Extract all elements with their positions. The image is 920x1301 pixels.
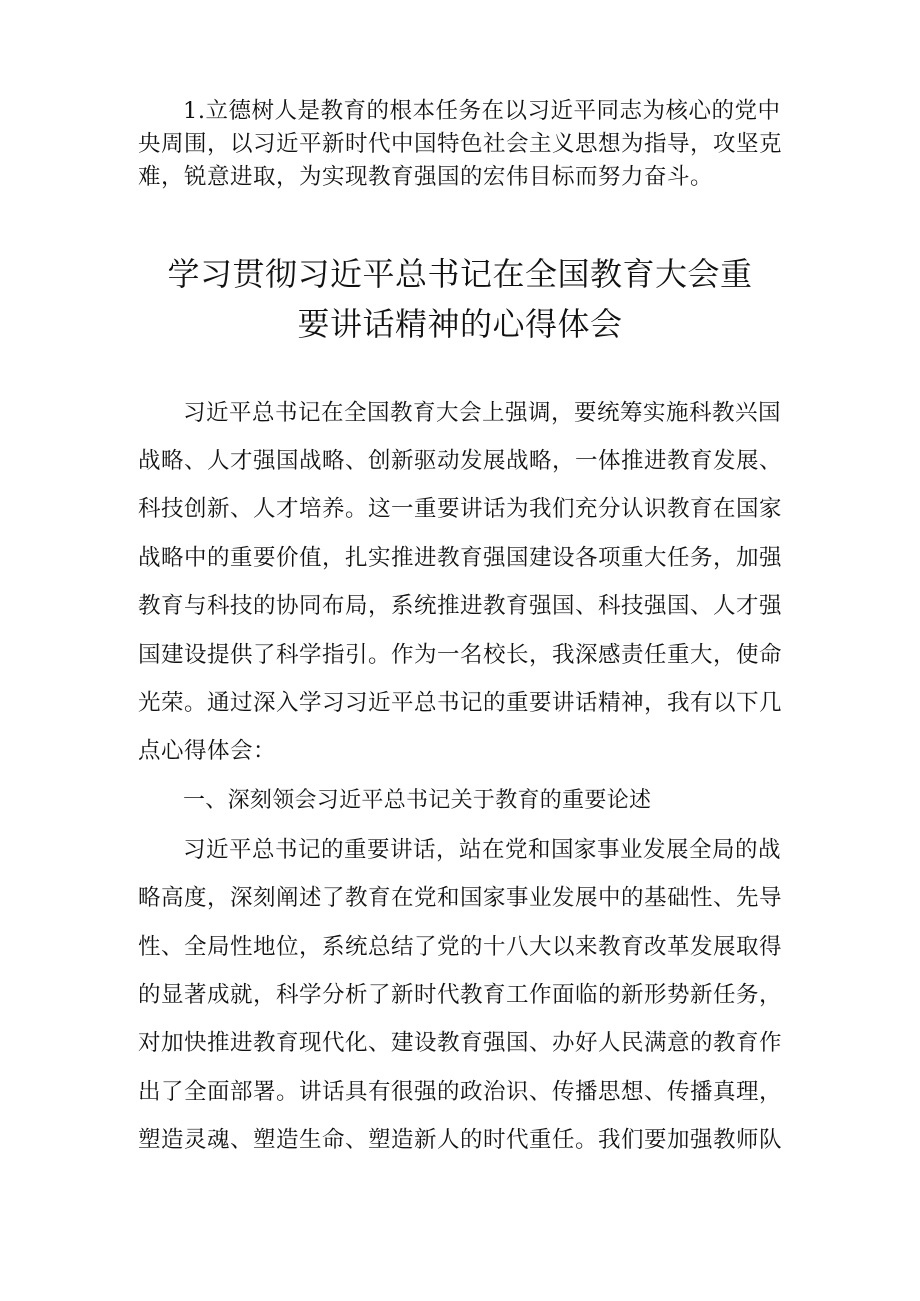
paragraph-1-line-3: 科技创新、人才培养。这一重要讲话为我们充分认识教育在国家 [138,496,783,522]
paragraph-1-line-6: 国建设提供了科学指引。作为一名校长，我深感责任重大，使命 [138,642,783,668]
paragraph-2-line-5: 对加快推进教育现代化、建设教育强国、办好人民满意的教育作 [138,1030,783,1056]
intro-line-3: 难，锐意进取，为实现教育强国的宏伟目标而努力奋斗。 [138,164,714,190]
paragraph-1-line-8: 点心得体会： [138,738,277,764]
section-1-heading: 一、深刻领会习近平总书记关于教育的重要论述 [183,788,652,813]
article-title-line-2: 要讲话精神的心得体会 [297,305,623,343]
paragraph-1-line-7: 光荣。通过深入学习习近平总书记的重要讲话精神，我有以下几 [138,690,783,716]
paragraph-1-line-2: 战略、人才强国战略、创新驱动发展战略，一体推进教育发展、 [138,448,783,474]
paragraph-2-line-3: 性、全局性地位，系统总结了党的十八大以来教育改革发展取得 [138,934,783,960]
paragraph-2-line-4: 的显著成就，科学分析了新时代教育工作面临的新形势新任务， [138,982,783,1008]
paragraph-2-line-1: 习近平总书记的重要讲话，站在党和国家事业发展全局的战 [183,837,782,863]
intro-line-2: 央周围，以习近平新时代中国特色社会主义思想为指导，攻坚克 [138,131,783,157]
paragraph-1-line-5: 教育与科技的协同布局，系统推进教育强国、科技强国、人才强 [138,593,783,619]
paragraph-2-line-7: 塑造灵魂、塑造生命、塑造新人的时代重任。我们要加强教师队 [138,1127,783,1153]
article-title-line-1: 学习贯彻习近平总书记在全国教育大会重 [167,255,753,293]
paragraph-2-line-6: 出了全面部署。讲话具有很强的政治识、传播思想、传播真理， [138,1079,783,1105]
paragraph-2-line-2: 略高度，深刻阐述了教育在党和国家事业发展中的基础性、先导 [138,885,783,911]
paragraph-1-line-4: 战略中的重要价值，扎实推进教育强国建设各项重大任务，加强 [138,545,783,571]
intro-line-1: 1.立德树人是教育的根本任务在以习近平同志为核心的党中 [183,98,781,124]
paragraph-1-line-1: 习近平总书记在全国教育大会上强调，要统筹实施科教兴国 [183,400,782,426]
